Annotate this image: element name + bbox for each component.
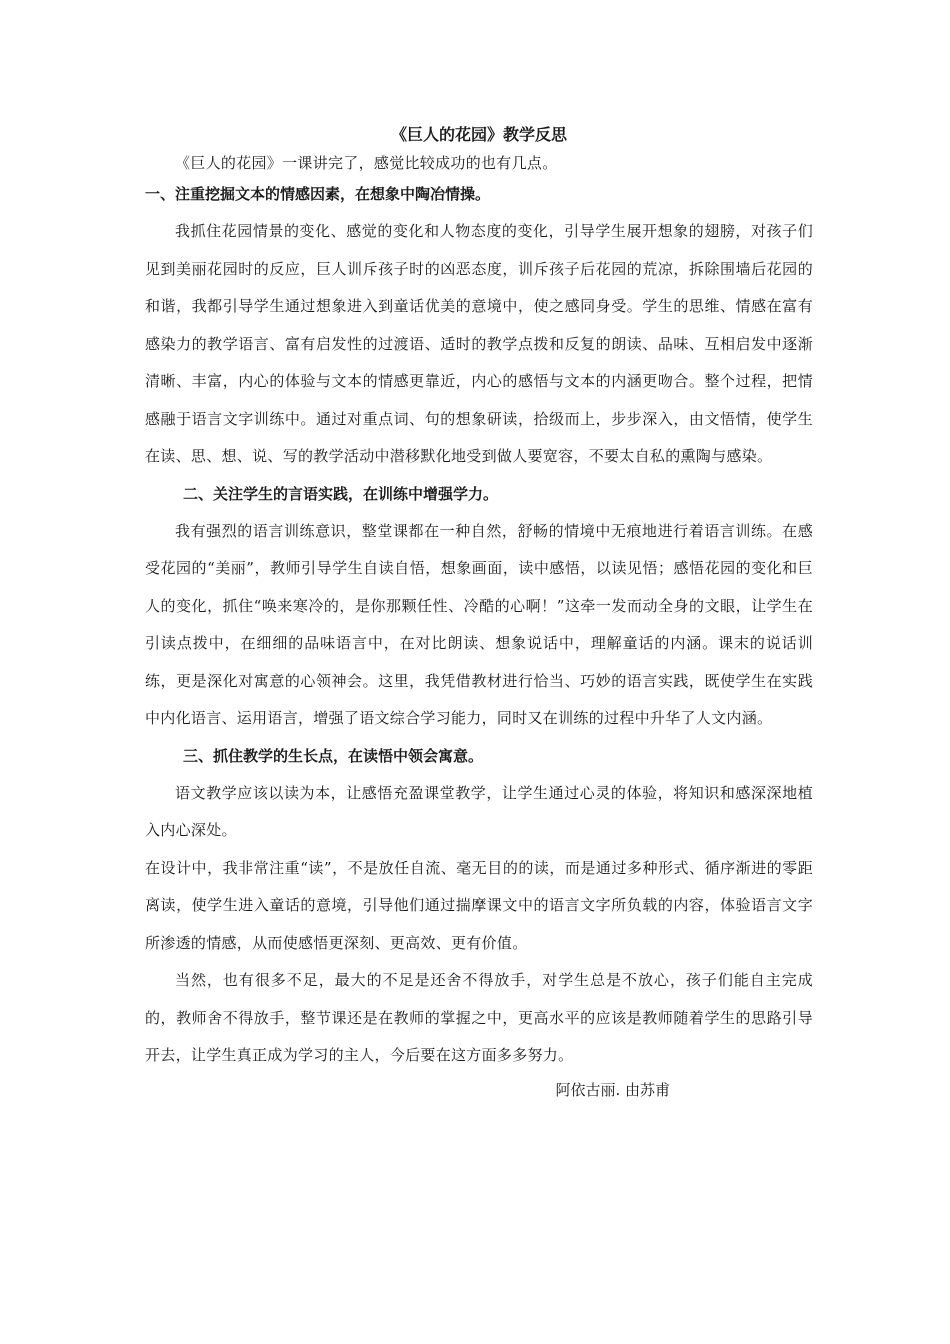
section-1-paragraph: 我抓住花园情景的变化、感觉的变化和人物态度的变化，引导学生展开想象的翅膀，对孩子们见到美丽花园时的反应，巨人训斥孩子时的凶恶态度，训斥孩子后花园的荒凉，拆除围墙后花园的和谐，我都引导学生通过想象进入到童话优美的意境中，使之感同身受。学生的思维、情感在富有感染力的教学语言、富有启发性的过渡语、适时的教学点拨和反复的朗读、品味、互相启发中逐渐清晰、丰富，内心的体验与文本的情感更靠近，内心的感悟与文本的内涵更吻合。整个过程，把情感融于语言文字训练中。通过对重点词、句的想象研读，拾级而上，步步深入，由文悟情，使学生在读、思、想、说、写的教学活动中潜移默化地受到做人要宽容，不要太自私的熏陶与感染。 [145,222,813,465]
section-3-heading: 三、抓住教学的生长点，在读悟中领会寓意。 [183,746,484,765]
section-3-paragraph-1: 语文教学应该以读为本，让感悟充盈课堂教学，让学生通过心灵的体验，将知识和感深深地植入内心深处。 [145,783,813,839]
section-3-paragraph-3: 当然，也有很多不足，最大的不足是还舍不得放手，对学生总是不放心，孩子们能自主完成的，教师舍不得放手，整节课还是在教师的掌握之中，更高水平的应该是教师随着学生的思路引导开去，让学生真正成为学习的主人，今后要在这方面多多努力。 [145,971,813,1064]
section-2-heading: 二、关注学生的言语实践，在训练中增强学力。 [183,484,499,503]
intro-paragraph: 《巨人的花园》一课讲完了，感觉比较成功的也有几点。 [175,154,558,172]
document-title: 《巨人的花园》教学反思 [390,125,567,144]
section-2-paragraph: 我有强烈的语言训练意识，整堂课都在一种自然，舒畅的情境中无痕地进行着语言训练。在感受花园的“美丽”，教师引导学生自读自悟，想象画面，读中感悟，以读见悟；感悟花园的变化和巨人的变化，抓住“唤来寒冷的，是你那颗任性、冷酷的心啊！”这牵一发而动全身的文眼，让学生在引读点拨中，在细细的品味语言中，在对比朗读、想象说话中，理解童话的内涵。课末的说话训练，更是深化对寓意的心领神会。这里，我凭借教材进行恰当、巧妙的语言实践，既使学生在实践中内化语言、运用语言，增强了语文综合学习能力，同时又在训练的过程中升华了人文内涵。 [145,521,813,727]
section-3-paragraph-2: 在设计中，我非常注重“读”，不是放任自流、毫无目的的读，而是通过多种形式、循序渐进的零距离读，使学生进入童话的意境，引导他们通过揣摩课文中的语言文字所负载的内容，体验语言文字所渗透的情感，从而使感悟更深刻、更高效、更有价值。 [145,858,813,952]
document-page [145,124,813,1105]
section-1-heading: 一、注重挖掘文本的情感因素，在想象中陶冶情操。 [145,185,491,203]
author-signature: 阿依古丽. 由苏甫 [555,1080,670,1099]
